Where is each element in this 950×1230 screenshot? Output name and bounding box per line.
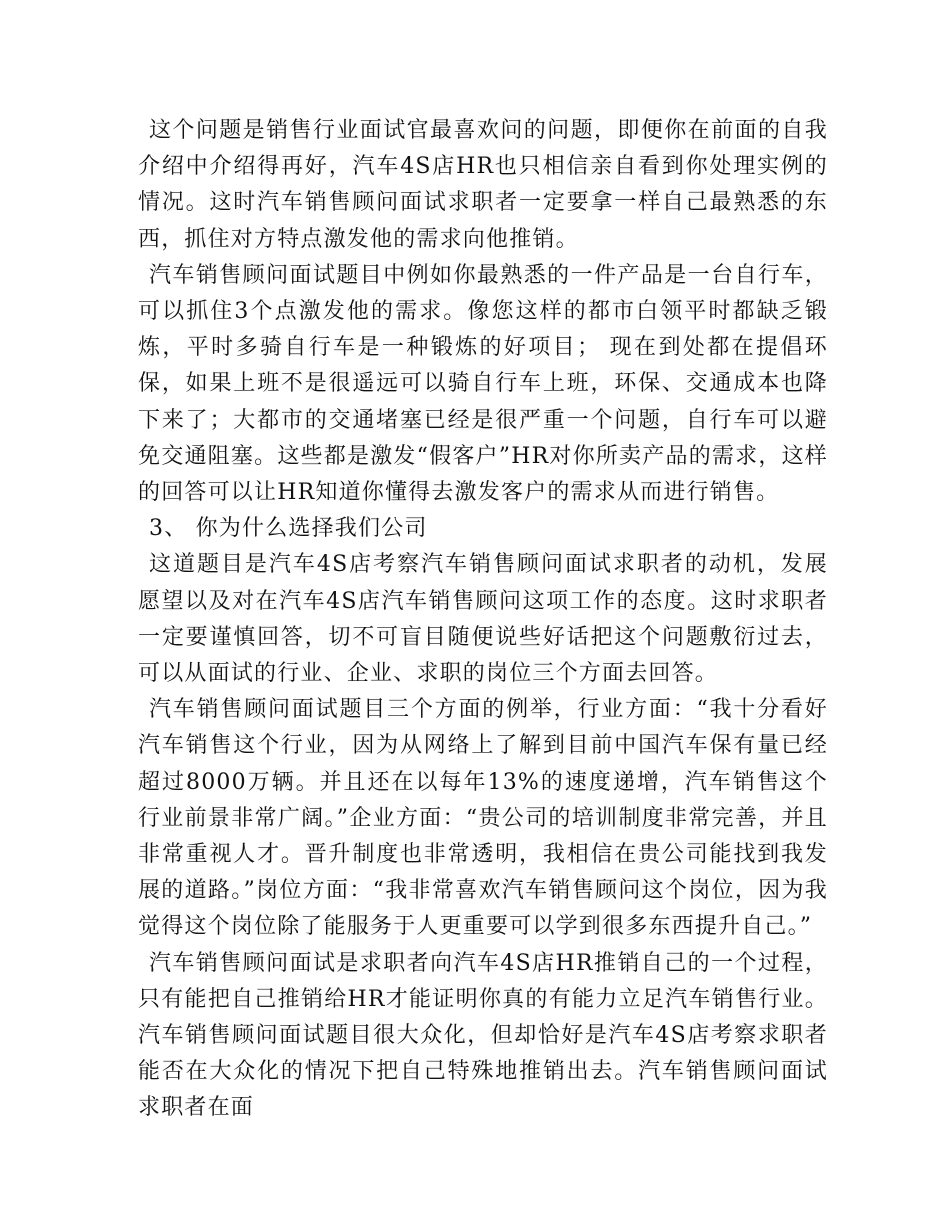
paragraph-conclusion: 汽车销售顾问面试是求职者向汽车4S店HR推销自己的一个过程，只有能把自己推销给HR才能证明你真的有能力立足汽车销售行业。汽车销售顾问面试题目很大众化，但却恰好是汽车4S店考察求职者能否在大众化的情况下把自己特殊地推销出去。汽车销售顾问面试求职者在面 xyxy=(138,950,828,1121)
paragraph-three-aspects: 汽车销售顾问面试题目三个方面的例举，行业方面：“我十分看好汽车销售这个行业，因为从网络上了解到目前中国汽车保有量已经超过8000万辆。并且还在以每年13%的速度递增，汽车销售这个行业前景非常广阔。”企业方面：“贵公司的培训制度非常完善，并且非常重视人才。晋升制度也非常透明，我相信在贵公司能找到我发展的道路。”岗位方面：“我非常喜欢汽车销售顾问这个岗位，因为我觉得这个岗位除了能服务于人更重要可以学到很多东西提升自己。” xyxy=(138,697,828,940)
document-body xyxy=(138,113,828,1127)
paragraph-question-intro: 这个问题是销售行业面试官最喜欢问的问题，即便你在前面的自我介绍中介绍得再好，汽车4S店HR也只相信亲自看到你处理实例的情况。这时汽车销售顾问面试求职者一定要拿一样自己最熟悉的东西，抓住对方特点激发他的需求向他推销。 xyxy=(138,118,828,252)
paragraph-motivation: 这道题目是汽车4S店考察汽车销售顾问面试求职者的动机，发展愿望以及对在汽车4S店汽车销售顾问这项工作的态度。这时求职者一定要谨慎回答，切不可盲目随便说些好话把这个问题敷衍过去，可以从面试的行业、企业、求职的岗位三个方面去回答。 xyxy=(138,552,828,687)
paragraph-bicycle-example: 汽车销售顾问面试题目中例如你最熟悉的一件产品是一台自行车，可以抓住3个点激发他的需求。像您这样的都市白领平时都缺乏锻炼，平时多骑自行车是一种锻炼的好项目； 现在到处都在提倡环保，如果上班不是很遥远可以骑自行车上班，环保、交通成本也降下来了；大都市的交通堵塞已经是很严重一个问题，自行车可以避免交通阻塞。这些都是激发“假客户”HR对你所卖产品的需求，这样的回答可以让HR知道你懂得去激发客户的需求从而进行销售。 xyxy=(138,262,828,506)
section-heading-why-choose-us: 3、 你为什么选择我们公司 xyxy=(149,516,428,542)
